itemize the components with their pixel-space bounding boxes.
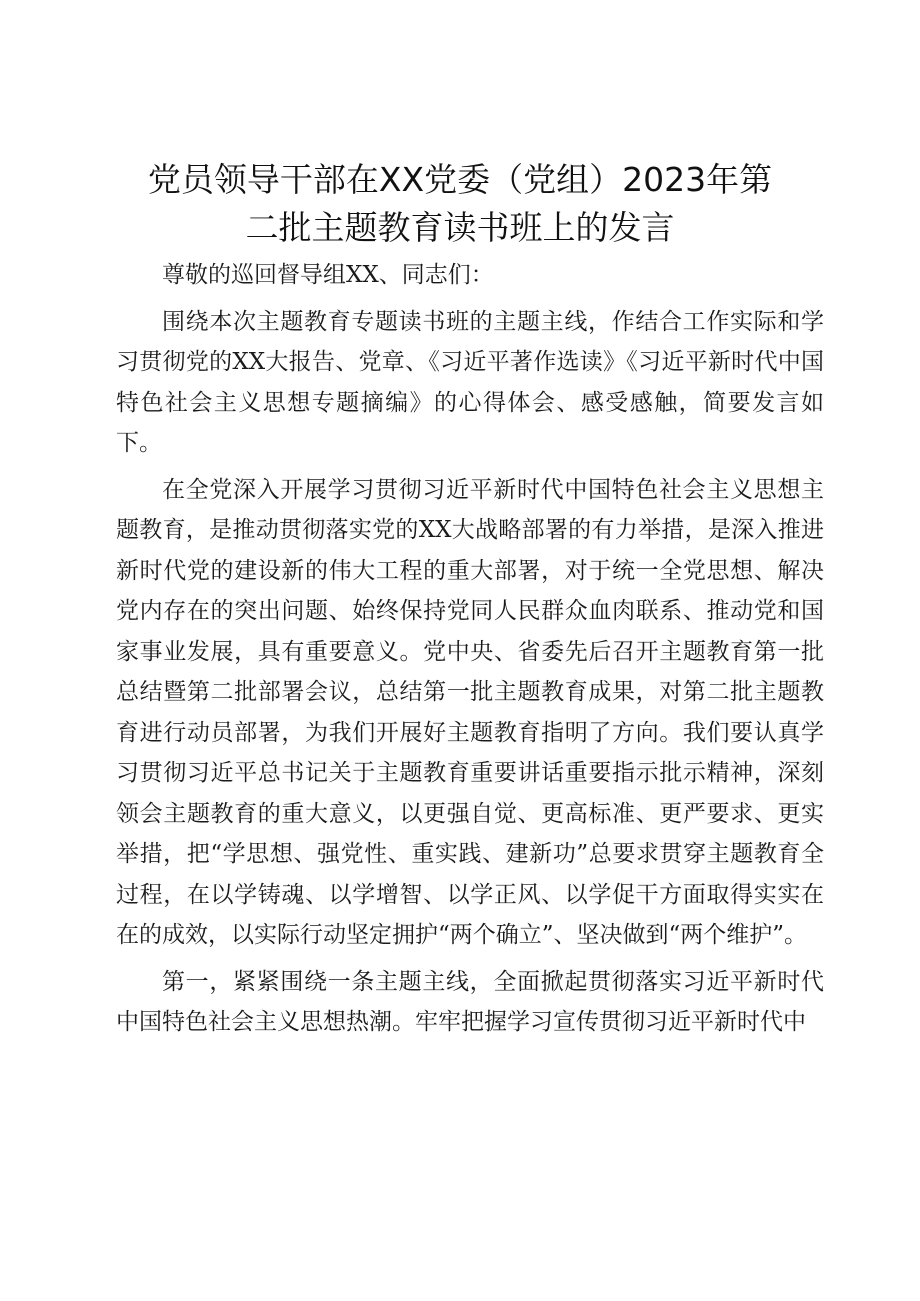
greeting-paragraph: 尊敬的巡回督导组XX、同志们： xyxy=(162,262,494,288)
document-title xyxy=(100,156,820,252)
paragraph-intro: 围绕本次主题教育专题读书班的主题主线，作结合工作实际和学习贯彻党的XX大报告、党章、《习近平著作选读》《习近平新时代中国特色社会主义思想专题摘编》的心得体会、感受感触，简要发言如下。 xyxy=(116,308,824,456)
document-body xyxy=(116,255,824,1043)
title-line-1: 党员领导干部在XX党委（党组）2023年第 xyxy=(147,160,773,199)
paragraph-significance: 在全党深入开展学习贯彻习近平新时代中国特色社会主义思想主题教育，是推动贯彻落实党的XX大战略部署的有力举措，是深入推进新时代党的建设新的伟大工程的重大部署，对于统一全党思想、解决党内存在的突出问题、始终保持党同人民群众血肉联系、推动党和国家事业发展，具有重要意义。党中央、省委先后召开主题教育第一批总结暨第二批部署会议，总结第一批主题教育成果，对第二批主题教育进行动员部署，为我们开展好主题教育指明了方向。我们要认真学习贯彻习近平总书记关于主题教育重要讲话重要指示批示精神，深刻领会主题教育的重大意义，以更强自觉、更高标准、更严要求、更实举措，把“学思想、强党性、重实践、建新功”总要求贯穿主题教育全过程，在以学铸魂、以学增智、以学正风、以学促干方面取得实实在在的成效，以实际行动坚定拥护“两个确立”、坚决做到“两个维护”。 xyxy=(116,476,824,948)
paragraph-first-point: 第一，紧紧围绕一条主题主线，全面掀起贯彻落实习近平新时代中国特色社会主义思想热潮。牢牢把握学习宣传贯彻习近平新时代中 xyxy=(116,968,824,1035)
title-line-2: 二批主题教育读书班上的发言 xyxy=(245,208,675,247)
